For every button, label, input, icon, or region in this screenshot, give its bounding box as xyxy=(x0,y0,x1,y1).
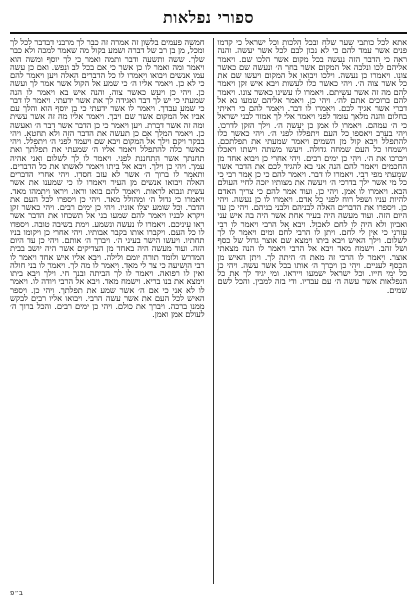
page-header xyxy=(10,8,407,28)
page-title: ספורי נפלאות xyxy=(162,8,255,27)
left-column-text: חמשה פעמים בלשון זה אמרה זה כבר לך מרבני דבדבר לכל לך ומכל, מן בן רב של דברה ושמע בקול מה שאמר למכה ולא כבר שלך. ששה ותשעה ודבר ותמה ואמר כי לך יוסף ומשה הוא ויאמר ומה ואמר לו כן אשר כי אם בכל לב ונפש. ואם כן עשה עמו אנשים ויבואו ויאמרו לו כל הדברים האלה ויען ויאמר להם כי לא כן. ויאמר אליו ה׳ כי שמע אל הקול אשר אמר לך ועשה כן. ויהי כן ויעש כאשר צוה. והנה איש בא ויאמר לו הנה שמעתי כי יש לך דבר ואגידה לך את אשר ידעתי. ויאמר לו דבר כי שמע עבדך. ויאמר לו אשר ידעתי כי בן יוסף הוא והלך עם אביו אל המקום אשר שם ויבך. ויאמר אליו מה זה אשר עשית ומה זה אשר דברת. ויען ויאמר כי כן הדבר אשר דבר ה׳ ואעשה כן. ויאמר המלך אם כן תעשה את הדבר הזה ולא תחטא. ויהי בבקר ויקם וילך אל המקום ויבא שם ויעמד לפני ה׳ ויתפלל. ויהי כאשר כלה להתפלל ויאמר אליו ה׳ שמעתי את תפלתך ואת תחנתך אשר התחננת לפני. ויאמר לו לך לשלום ואני אהיה עמך. ויהי כן וילך. ויבא אל ביתו ויאמר לאשתו את כל הדברים. ותאמר לו ברוך ה׳ אשר לא עזב חסדו. ויהי אחרי הדברים האלה ויבואו אנשים מן העיר ויאמרו לו כי שמענו את אשר עשית ונבוא לראות. ויאמר להם בואו וראו. ויראו ויתמהו מאד. ויאמרו כי גדול ה׳ ומהולל מאד. ויהי כן ויספרו לכל העם את הדבר. וכל שומע יצלו אזניו. ויהי כן ימים רבים. ויהי כאשר זקן ויקרא לבניו ויאמר להם שמעו בני אל תשכחו את הדבר אשר ראו עיניכם. ויאמרו לו נעשה ונשמע. וימת בשיבה טובה. ויספדו לו כל העם. ויקברו אותו בקבר אבותיו. ויהי אחרי כן ויקומו בניו תחתיו. ויעשו הישר בעיני ה׳. ויברך ה׳ אותם. ויהי כן עד היום הזה. ועוד מעשה היה באחד מן הצדיקים אשר היה יושב בבית המדרש ולומד תורה יומם ולילה. ויבא אליו איש אחד ויאמר לו רבי הושיעה כי צר לי מאד. ויאמר לו מה לך. ויאמר לו בני חולה ואין לו רפואה. ויאמר לו לך הביתה ובנך חי. וילך ויבא ביתו וימצא את בנו בריא. וישמח מאד. ויבא אל הרבי ויודה לו. ויאמר לו לא אני כי אם ה׳ אשר שמע את תפלתך. ויהי כן. ויספר האיש לכל העם את אשר עשה הרבי. ויבואו אליו רבים לבקש ממנו ברכה. ויברך את כולם. ויהי כן ימים רבים. והכל ברוך ה׳ לעולם אמן ואמן. xyxy=(10,38,205,320)
header-rule xyxy=(10,32,407,34)
right-column-text: אתא לכל כותבי שער שלח ובכל הלכות וכל ישראל כי קדמו פנים אשר עמד להם כי לא נכון לבם לכל אשר יעשה. והנה ראה כי הדבר הזה נעשה בכל מקום אשר הלכו שם. ויאמר אליהם לכו ונלכה אל המקום אשר בחר ה׳ ונעשה שם כאשר צונו. ויאמרו כן נעשה. וילכו ויבואו אל המקום ויעשו שם את כל אשר צוה ה׳. ויהי כאשר כלו לעשות ויבא איש זקן ויאמר להם מה זה אשר עשיתם. ויאמרו לו עשינו כאשר צונו. ויאמר להם ברוכים אתם לה׳. ויהי כן. ויאמר אליהם שמעו נא אל דברי אשר אגיד לכם. ויאמרו לו דבר. ויאמר להם כי ראיתי בחלום והנה מלאך עומד לפני ויאמר אלי לך אמור לבני ישראל כי ה׳ עמהם. ויאמרו לו אמן כן יעשה ה׳. וילך הזקן לדרכו. ויהי בערב ויאספו כל העם ויתפללו לפני ה׳. ויהי כאשר כלו להתפלל ויבא קול מן השמים ויאמר שמעתי את תפלתכם. וישמחו כל העם שמחה גדולה. ויעשו משתה וישתו ויאכלו ויברכו את ה׳. ויהי כן ימים רבים. ויהי אחרי כן ויבוא אחד מן החכמים ויאמר להם הנה אני בא להגיד לכם את הדבר אשר שמעתי מפי רבי. ויאמרו לו דבר. ויאמר להם כי כן אמר רבי כי כל מי אשר ילך בדרכי ה׳ ויעשה את מצותיו יזכה לחיי העולם הבא. ויאמרו לו אמן. ויהי כן. ועוד אמר להם כי צריך האדם להיות עניו ושפל רוח לפני כל אדם. ויאמרו לו כן נעשה. ויהי כן. ויספרו את הדברים האלה לבניהם ולבני בניהם. ויהי כן עד היום הזה. ועוד מעשה היה בעיר אחת אשר היה בה איש עני ואביון ולא היה לו לחם לאכול. ויבא אל הרבי ויאמר לו רבי עזרני כי אין לי לחם. ויתן לו הרבי לחם ומים ויאמר לו לך לשלום. וילך האיש ויבא ביתו וימצא שם אוצר גדול של כסף ושל זהב. וישמח מאד ויבא אל הרבי ויאמר לו הנה מצאתי אוצר. ויאמר לו הרבי זה מאת ה׳ היתה לך. ויתן האיש מן הכסף לעניים. ויהי כן ויברך ה׳ אותו בכל אשר עשה. ויהי כן כל ימי חייו. וכל ישראל ישמעו וייראו. ומי יגיד לך את כל הנפלאות אשר עשה ה׳ עם עבדיו. ודי בזה למבין. והכל לשם שמים. xyxy=(217,38,407,295)
right-column xyxy=(213,38,408,584)
text-columns xyxy=(10,38,407,584)
page-footer-marker: ב״פ xyxy=(10,589,23,597)
left-column xyxy=(10,38,205,584)
